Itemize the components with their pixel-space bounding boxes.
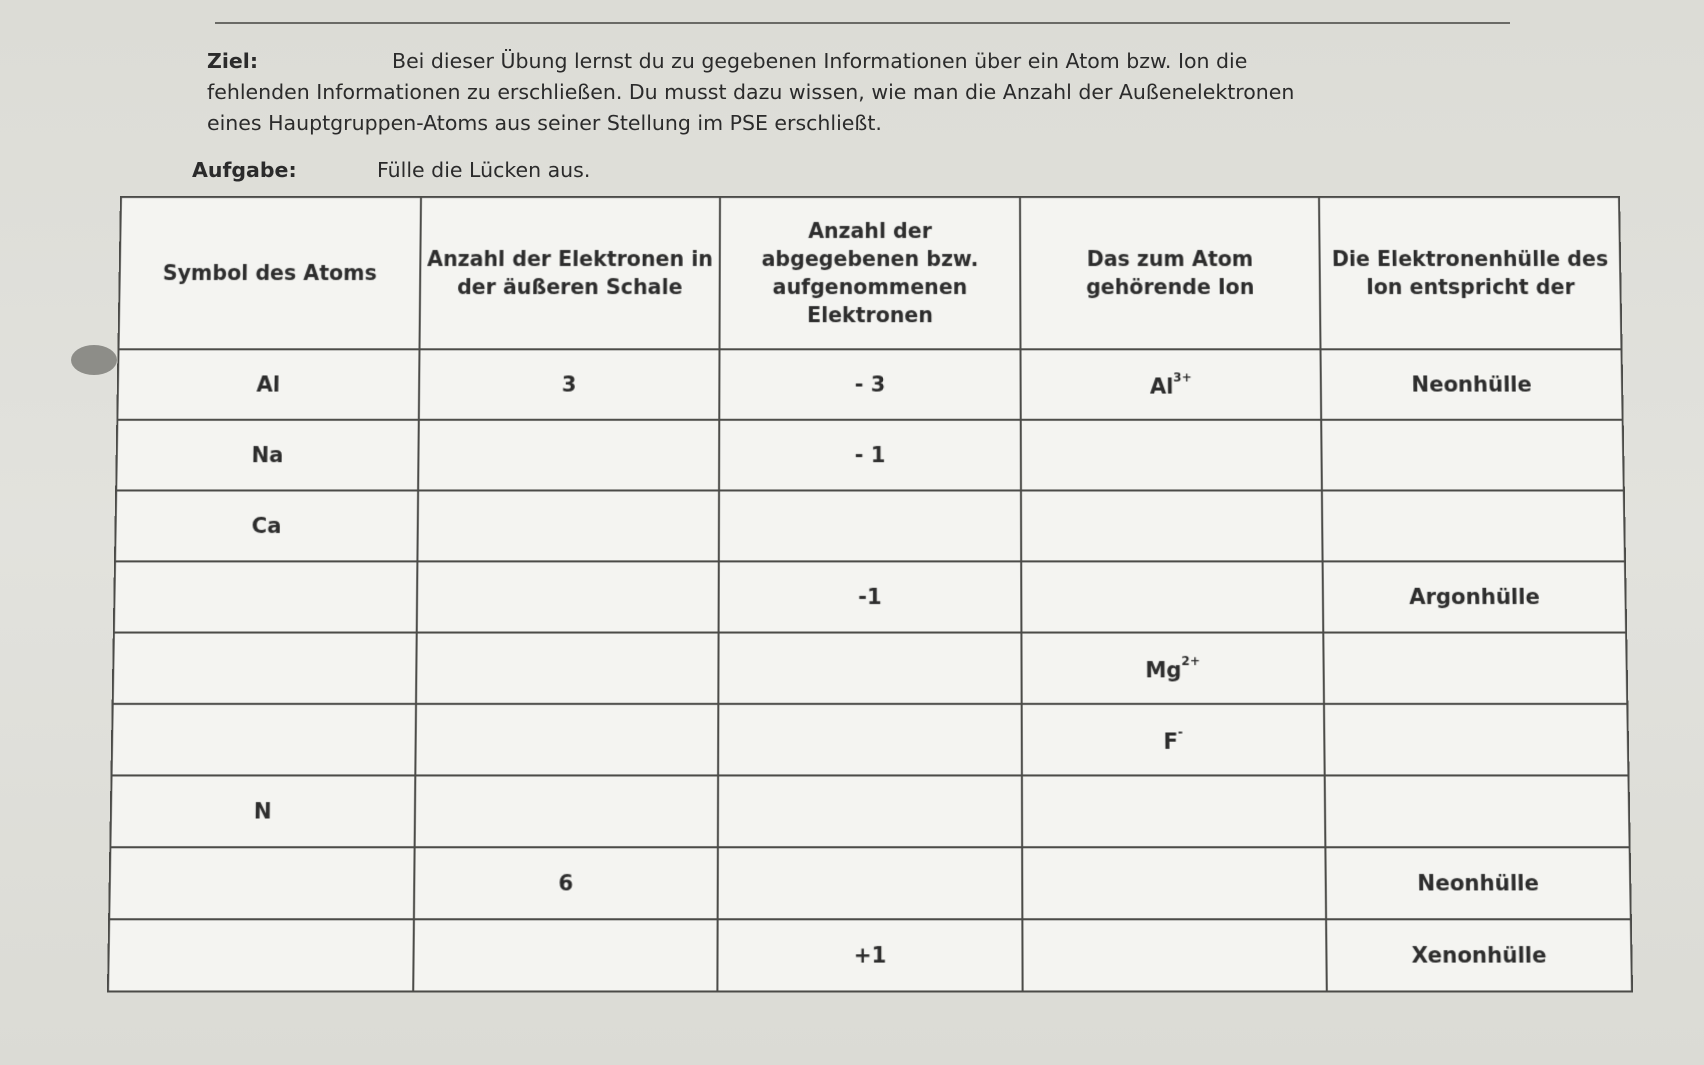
table-row [109, 847, 1631, 919]
cell-symbol[interactable] [113, 633, 417, 704]
atom-ion-table [107, 196, 1633, 993]
cell-symbol[interactable] [109, 847, 414, 919]
cell-outer-electrons[interactable] [415, 704, 719, 776]
header-outer-electrons: Anzahl der Elektronen in der äußeren Schale [419, 197, 720, 349]
cell-outer-electrons[interactable] [417, 490, 719, 561]
cell-symbol[interactable]: Na [116, 420, 418, 491]
cell-symbol[interactable]: Ca [115, 490, 418, 561]
cell-outer-electrons[interactable] [416, 633, 719, 704]
punch-hole [71, 345, 117, 375]
goal-label: Ziel: [207, 49, 259, 73]
cell-symbol[interactable]: Al [117, 349, 419, 419]
goal-section [207, 46, 1507, 139]
cell-electron-shell[interactable] [1322, 420, 1624, 491]
table-row [115, 490, 1625, 561]
cell-electron-shell[interactable] [1324, 704, 1628, 776]
task-label: Aufgabe: [192, 158, 297, 182]
goal-text-1: Bei dieser Übung lernst du zu gegebenen Informationen über ein Atom bzw. Ion die [392, 49, 1248, 73]
ion-charge: 3+ [1173, 370, 1192, 385]
cell-symbol[interactable] [108, 919, 414, 991]
ion-charge: - [1177, 725, 1183, 740]
cell-transferred-electrons[interactable]: - 3 [719, 349, 1020, 419]
cell-transferred-electrons[interactable] [718, 704, 1021, 776]
cell-ion[interactable] [1022, 847, 1327, 919]
cell-outer-electrons[interactable] [418, 420, 720, 491]
cell-outer-electrons[interactable]: 3 [418, 349, 719, 419]
cell-transferred-electrons[interactable]: -1 [719, 561, 1021, 632]
table-row [114, 561, 1626, 632]
cell-ion[interactable] [1021, 420, 1323, 491]
cell-outer-electrons[interactable] [416, 561, 719, 632]
table-header-row [118, 197, 1621, 349]
cell-outer-electrons[interactable] [414, 775, 718, 847]
header-ion: Das zum Atom gehörende Ion [1020, 197, 1321, 349]
cell-electron-shell[interactable]: Neonhülle [1326, 847, 1631, 919]
cell-symbol[interactable] [112, 704, 416, 776]
cell-transferred-electrons[interactable]: - 1 [719, 420, 1021, 491]
cell-electron-shell[interactable] [1322, 490, 1625, 561]
cell-electron-shell[interactable]: Argonhülle [1323, 561, 1626, 632]
header-electron-shell: Die Elektronenhülle des Ion entspricht der [1319, 197, 1621, 349]
cell-symbol[interactable] [114, 561, 417, 632]
goal-line-1 [207, 46, 1507, 77]
ion-symbol: Al [1149, 374, 1174, 399]
table-row [116, 420, 1624, 491]
cell-ion[interactable] [1021, 490, 1323, 561]
cell-electron-shell[interactable] [1325, 775, 1630, 847]
cell-ion[interactable] [1022, 775, 1326, 847]
cell-transferred-electrons[interactable]: +1 [718, 919, 1023, 991]
cell-ion[interactable] [1020, 349, 1321, 419]
cell-ion[interactable] [1021, 561, 1324, 632]
task-text: Fülle die Lücken aus. [377, 158, 591, 182]
cell-transferred-electrons[interactable] [718, 775, 1022, 847]
table-row [110, 775, 1629, 847]
table-row [108, 919, 1632, 991]
cell-symbol[interactable]: N [110, 775, 415, 847]
top-rule [215, 22, 1510, 24]
goal-line-2: fehlenden Informationen zu erschließen. Du musst dazu wissen, wie man die Anzahl der Außenelektronen [207, 80, 1295, 104]
header-transferred-electrons: Anzahl der abgegebenen bzw. aufgenommenen Elektronen [720, 197, 1021, 349]
ion-charge: 2+ [1181, 653, 1201, 669]
cell-electron-shell[interactable]: Xenonhülle [1326, 919, 1632, 991]
cell-transferred-electrons[interactable] [718, 847, 1022, 919]
cell-outer-electrons[interactable]: 6 [413, 847, 718, 919]
cell-electron-shell[interactable]: Neonhülle [1321, 349, 1623, 419]
cell-outer-electrons[interactable] [413, 919, 718, 991]
cell-transferred-electrons[interactable] [719, 633, 1022, 704]
header-symbol: Symbol des Atoms [118, 197, 420, 349]
cell-transferred-electrons[interactable] [719, 490, 1021, 561]
cell-ion[interactable] [1021, 633, 1324, 704]
table-row [112, 704, 1629, 776]
ion-symbol: Mg [1145, 657, 1182, 683]
table-row [117, 349, 1622, 419]
task-line [192, 158, 590, 182]
cell-ion[interactable] [1021, 704, 1325, 776]
ion-symbol: F [1163, 729, 1178, 754]
table-body [108, 349, 1632, 991]
cell-ion[interactable] [1022, 919, 1327, 991]
goal-line-3: eines Hauptgruppen-Atoms aus seiner Stellung im PSE erschließt. [207, 111, 882, 135]
cell-electron-shell[interactable] [1324, 633, 1628, 704]
table-row [113, 633, 1628, 704]
